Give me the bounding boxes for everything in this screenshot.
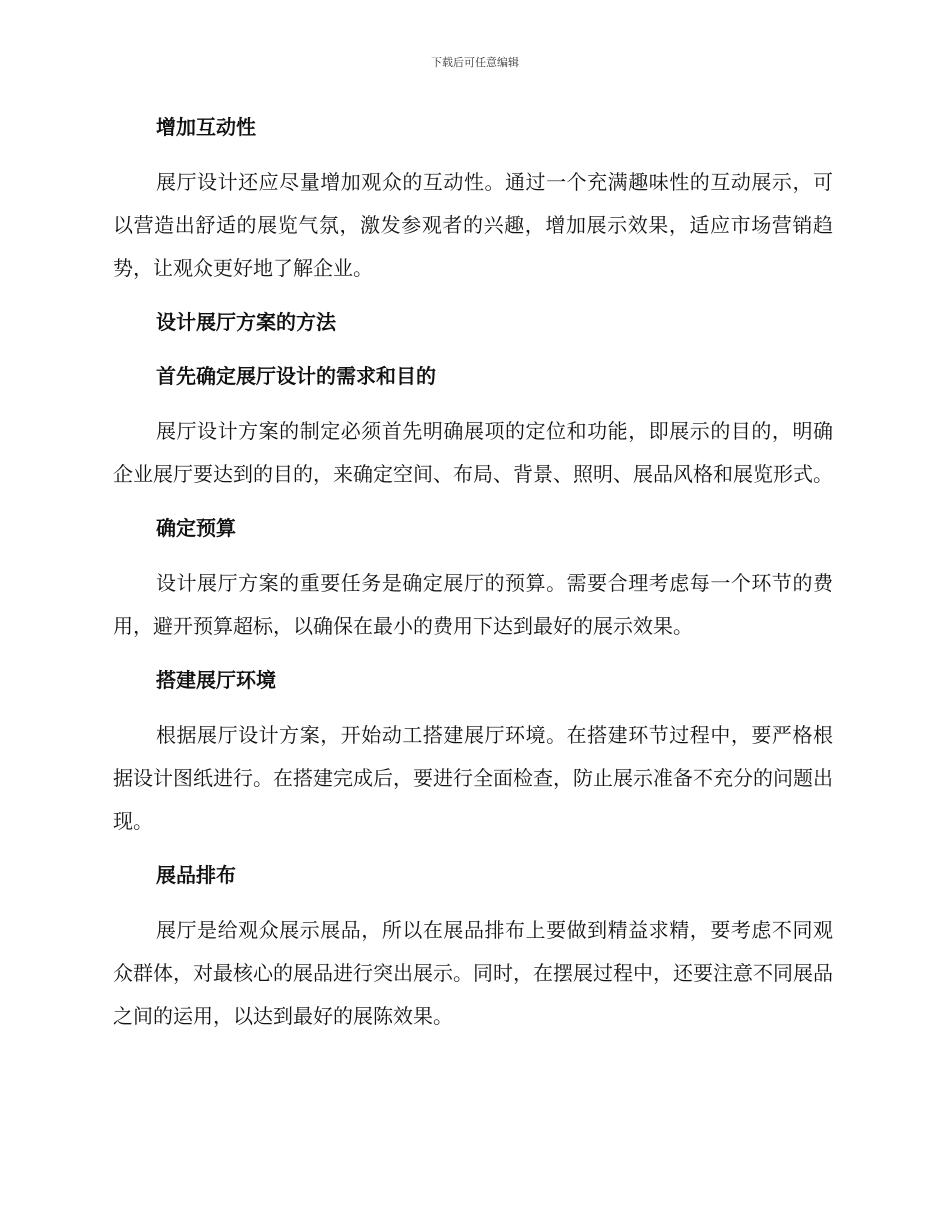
section-heading-budget: 确定预算: [156, 516, 236, 540]
section-paragraph-needs-and-goals: 展厅设计方案的制定必须首先明确展项的定位和功能，即展示的目的，明确企业展厅要达到的目的，来确定空间、布局、背景、照明、展品风格和展览形式。: [113, 419, 833, 486]
section-paragraph-build-environment: 根据展厅设计方案，开始动工搭建展厅环境。在搭建环节过程中，要严格根据设计图纸进行。在搭建完成后，要进行全面检查，防止展示准备不充分的问题出现。: [113, 723, 833, 833]
section-heading-design-methods: 设计展厅方案的方法: [156, 310, 336, 334]
section-paragraph-interactivity: 展厅设计还应尽量增加观众的互动性。通过一个充满趣味性的互动展示，可以营造出舒适的展览气氛，激发参观者的兴趣，增加展示效果，适应市场营销趋势，让观众更好地了解企业。: [113, 170, 833, 280]
document-body: [113, 107, 833, 1050]
section-paragraph-exhibit-layout: 展厅是给观众展示展品，所以在展品排布上要做到精益求精，要考虑不同观众群体，对最核心的展品进行突出展示。同时，在摆展过程中，还要注意不同展品之间的运用，以达到最好的展陈效果。: [113, 918, 833, 1028]
section-heading-build-environment: 搭建展厅环境: [156, 668, 276, 692]
section-heading-needs-and-goals: 首先确定展厅设计的需求和目的: [156, 364, 436, 388]
section-paragraph-budget: 设计展厅方案的重要任务是确定展厅的预算。需要合理考虑每一个环节的费用，避开预算超标，以确保在最小的费用下达到最好的展示效果。: [113, 571, 833, 638]
header-note: 下载后可任意编辑: [431, 56, 519, 69]
section-heading-interactivity: 增加互动性: [156, 115, 256, 139]
section-heading-exhibit-layout: 展品排布: [156, 863, 236, 887]
